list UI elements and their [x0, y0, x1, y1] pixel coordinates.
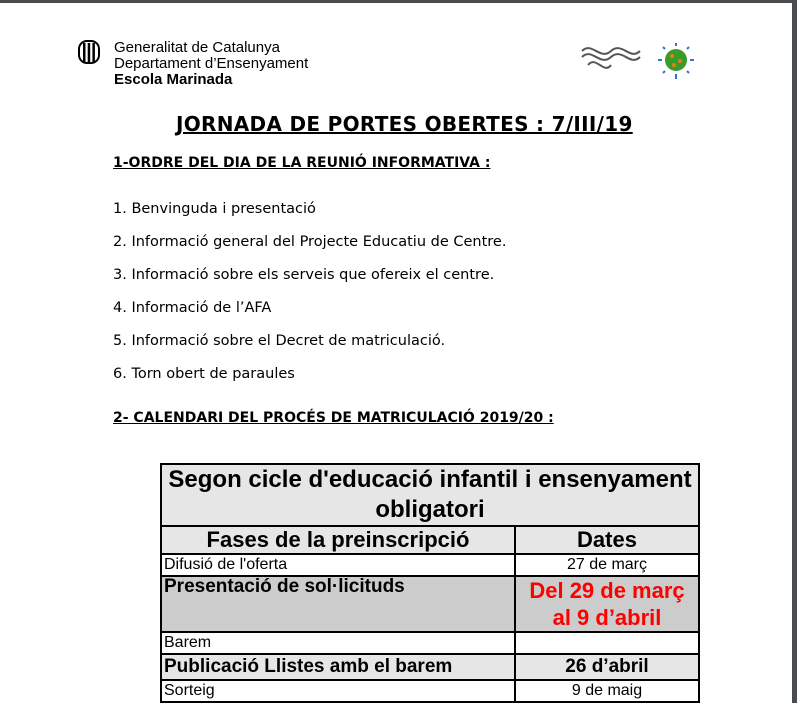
- phase-cell: Sorteig: [161, 680, 515, 702]
- phase-cell: Barem: [161, 632, 515, 654]
- wave-logo-icon: [580, 41, 642, 75]
- table-row: [161, 554, 699, 576]
- date-cell: 27 de març: [515, 554, 699, 576]
- table-row: [161, 654, 699, 680]
- department-name: Departament d’Ensenyament: [114, 55, 309, 72]
- document-page: [0, 3, 792, 703]
- agenda-item: 1. Benvinguda i presentació: [113, 201, 316, 217]
- section1-heading: 1-ORDRE DEL DIA DE LA REUNIÓ INFORMATIVA :: [113, 155, 491, 171]
- date-cell: 26 d’abril: [515, 654, 699, 680]
- agenda-item: 2. Informació general del Projecte Educatiu de Centre.: [113, 234, 507, 250]
- calendar-table: [160, 463, 700, 703]
- generalitat-shield-icon: [78, 40, 100, 66]
- date-cell: Del 29 de març al 9 d’abril: [515, 576, 699, 632]
- org-name: Generalitat de Catalunya: [114, 39, 280, 56]
- agenda-item: 6. Torn obert de paraules: [113, 366, 295, 382]
- school-name: Escola Marinada: [114, 71, 233, 88]
- tree-logo-icon: [655, 41, 697, 81]
- letterhead: [114, 40, 308, 88]
- phase-cell: Difusió de l'oferta: [161, 554, 515, 576]
- date-cell: [515, 632, 699, 654]
- phase-cell: Publicació Llistes amb el barem: [161, 654, 515, 680]
- table-row: [161, 576, 699, 632]
- table-row: [161, 632, 699, 654]
- agenda-item: 5. Informació sobre el Decret de matriculació.: [113, 333, 446, 349]
- phase-cell: Presentació de sol·licituds: [161, 576, 515, 632]
- date-cell: 9 de maig: [515, 680, 699, 702]
- agenda-item: 4. Informació de l’AFA: [113, 300, 272, 316]
- table-row: [161, 680, 699, 702]
- section2-heading: 2- CALENDARI DEL PROCÉS DE MATRICULACIÓ 2019/20 :: [113, 410, 554, 426]
- table-title: Segon cicle d'educació infantil i ensenyament obligatori: [161, 464, 699, 526]
- column-header: Dates: [515, 526, 699, 554]
- document-title: JORNADA DE PORTES OBERTES : 7/III/19: [176, 112, 633, 136]
- agenda-item: 3. Informació sobre els serveis que ofereix el centre.: [113, 267, 495, 283]
- column-header: Fases de la preinscripció: [161, 526, 515, 554]
